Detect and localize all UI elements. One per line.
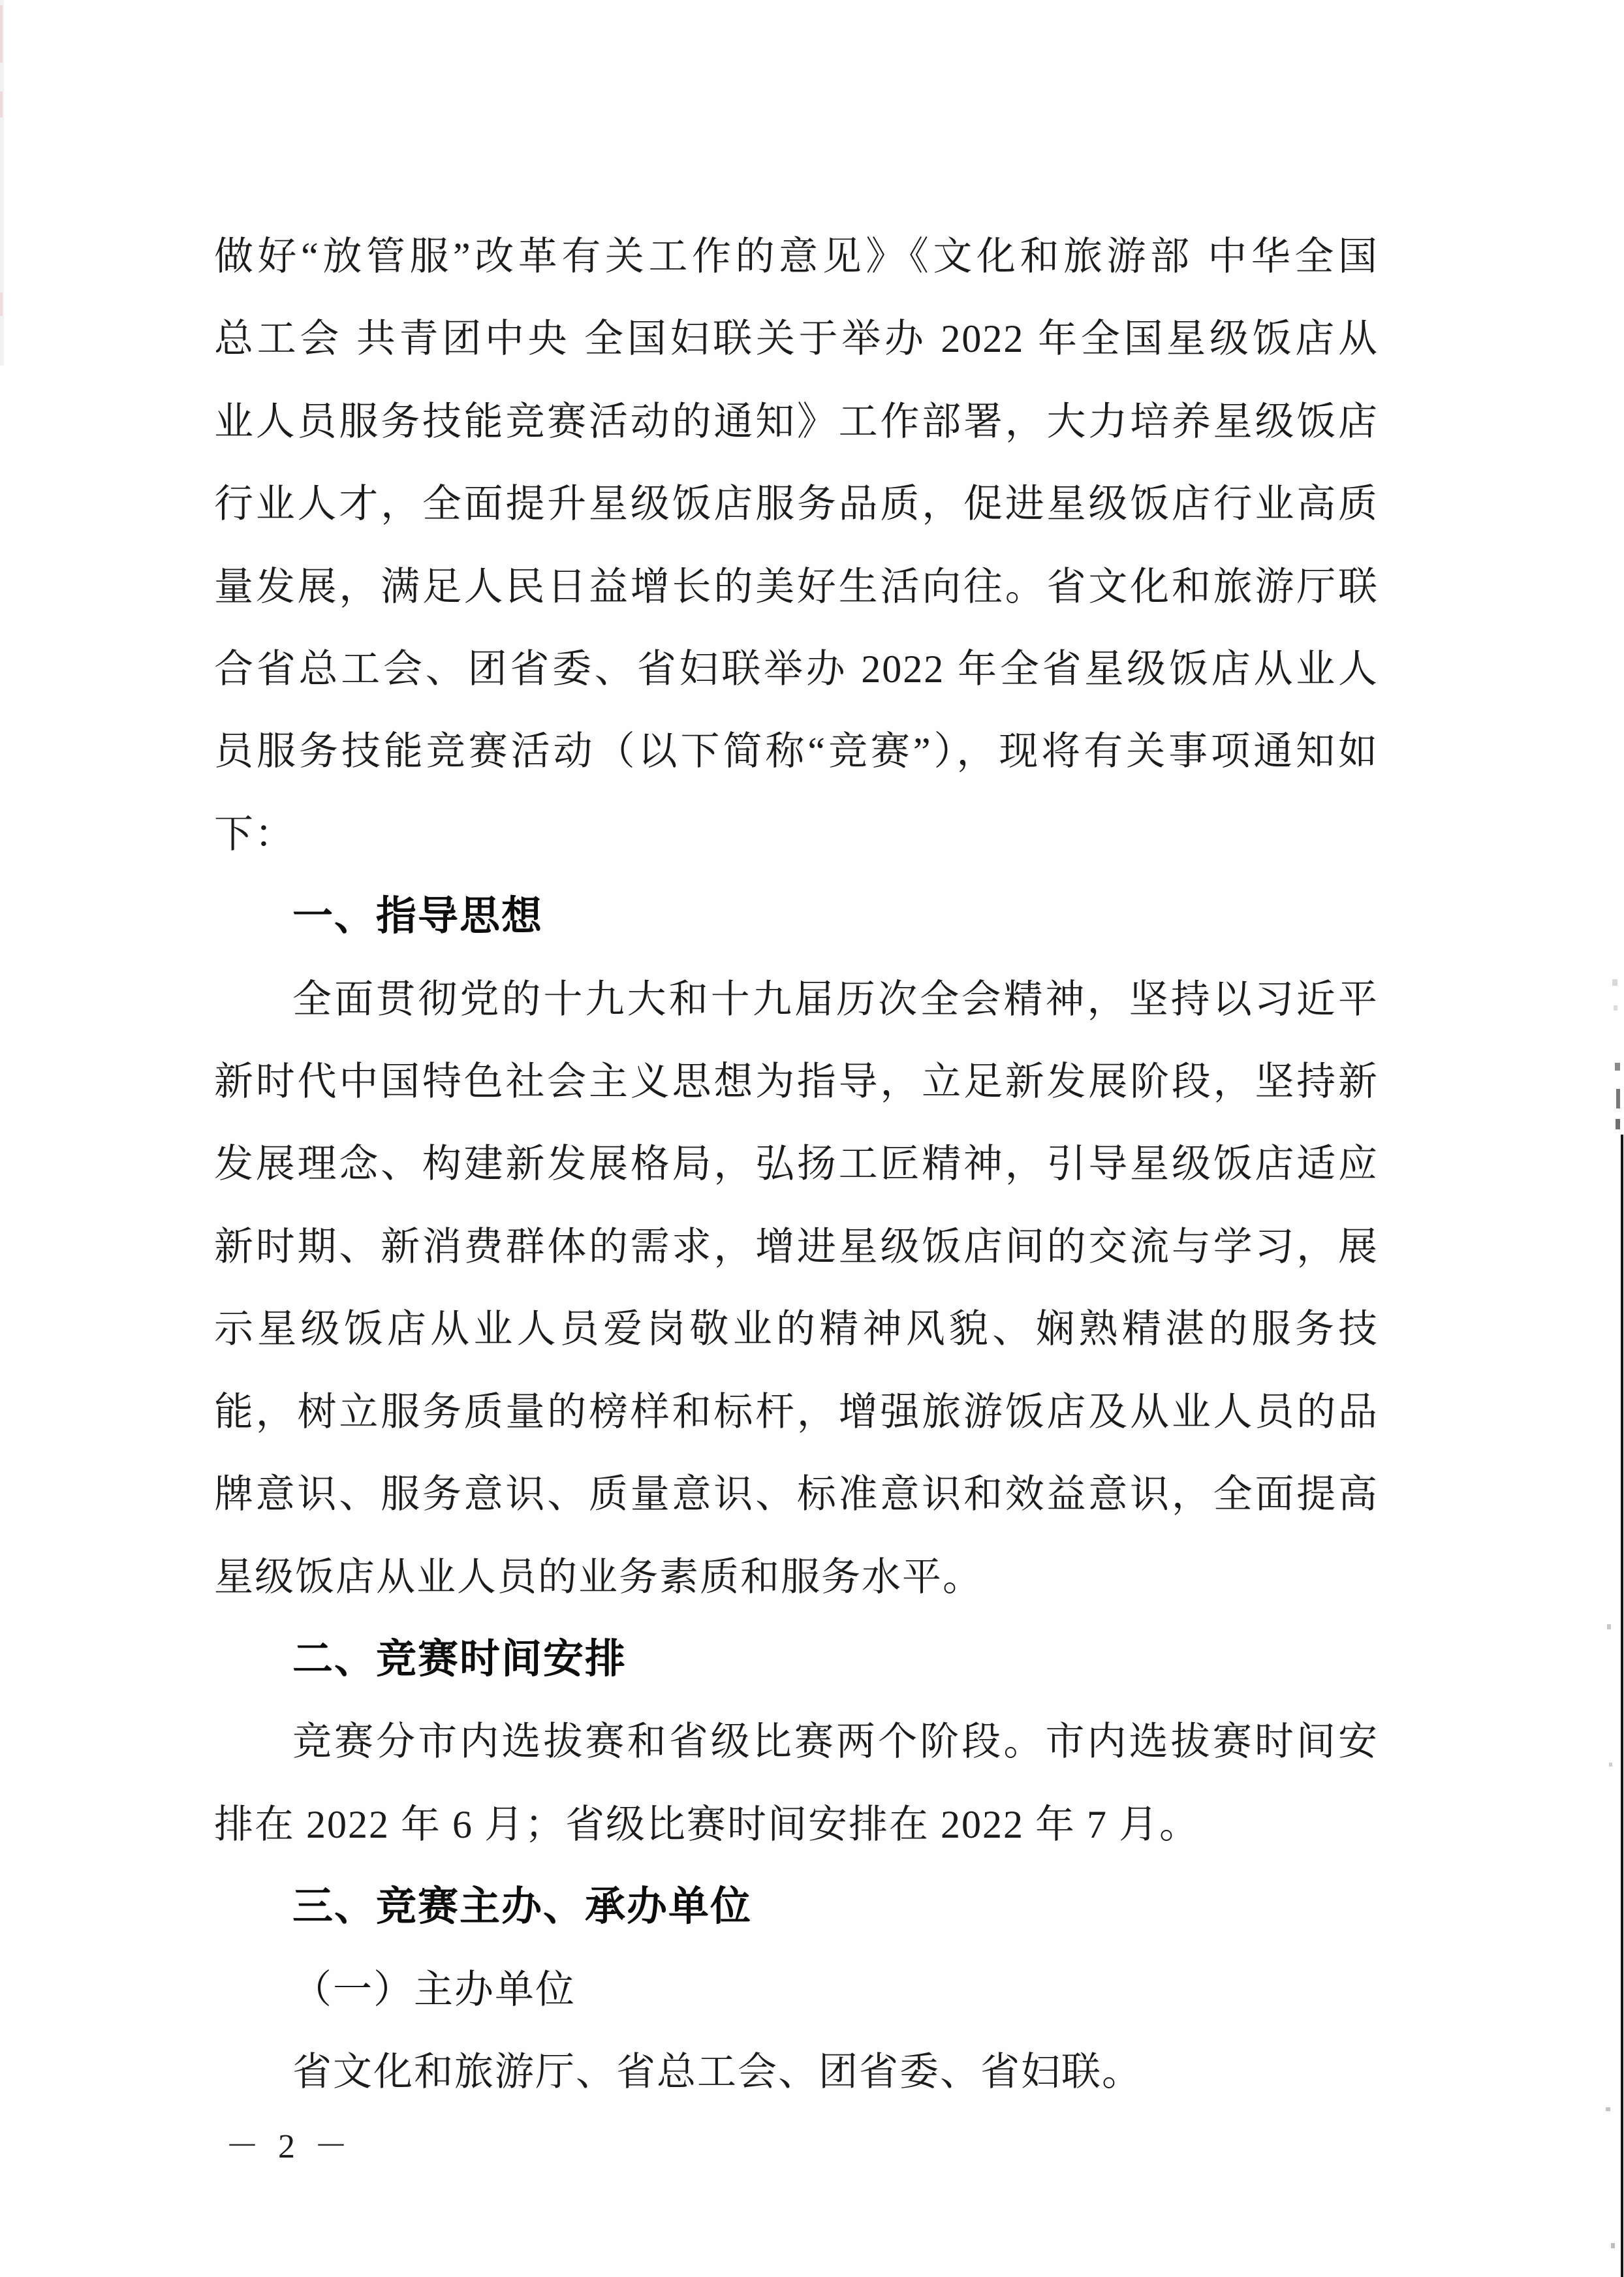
- text-line: 行业人才，全面提升星级饭店服务品质，促进星级饭店行业高质: [214, 482, 1379, 526]
- text-line: 能，树立服务质量的榜样和标杆，增强旅游饭店及从业人员的品: [214, 1390, 1379, 1434]
- scan-artifact-speck: [1607, 1624, 1611, 1629]
- text-line: 业人员服务技能竞赛活动的通知》工作部署，大力培养星级饭店: [214, 400, 1379, 443]
- text-line: 竞赛分市内选拔赛和省级比赛两个阶段。市内选拔赛时间安: [292, 1720, 1379, 1764]
- page-number: － 2 －: [225, 2128, 354, 2165]
- scan-artifact-speck: [1609, 1763, 1612, 1767]
- text-line: 牌意识、服务意识、质量意识、标准意识和效益意识，全面提高: [214, 1473, 1379, 1516]
- text-line: 省文化和旅游厅、省总工会、团省委、省妇联。: [292, 2050, 1142, 2094]
- document-body: [214, 215, 1379, 2113]
- text-line: 星级饭店从业人员的业务素质和服务水平。: [214, 1555, 983, 1599]
- text-line: 示星级饭店从业人员爱岗敬业的精神风貌、娴熟精湛的服务技: [214, 1308, 1379, 1351]
- text-line: 员服务技能竞赛活动（以下简称“竞赛”），现将有关事项通知如: [214, 730, 1379, 774]
- scan-artifact-left-edge-mark: [0, 5, 3, 63]
- scan-artifact-speck: [1616, 1089, 1620, 1108]
- sub-heading: （一）主办单位: [292, 1968, 576, 2011]
- text-line: 全面贯彻党的十九大和十九届历次全会精神，坚持以习近平: [292, 977, 1379, 1021]
- text-line: 量发展，满足人民日益增长的美好生活向往。省文化和旅游厅联: [214, 565, 1379, 608]
- section-heading: 一、指导思想: [292, 894, 544, 939]
- scan-artifact-speck: [1612, 979, 1617, 986]
- scan-artifact-left-edge-mark: [0, 292, 3, 316]
- section-heading: 三、竞赛主办、承办单位: [292, 1884, 753, 1930]
- scan-artifact-speck: [1611, 2243, 1615, 2248]
- scan-artifact-speck: [1616, 1119, 1620, 1129]
- scan-artifact-speck: [1614, 1005, 1617, 1011]
- text-line: 合省总工会、团省委、省妇联举办 2022 年全省星级饭店从业人: [214, 648, 1379, 691]
- section-heading: 二、竞赛时间安排: [292, 1636, 627, 1682]
- text-line: 新时代中国特色社会主义思想为指导，立足新发展阶段，坚持新: [214, 1060, 1379, 1104]
- scan-artifact-speck: [1606, 2107, 1610, 2111]
- scan-artifact-right-edge-line: [1621, 1135, 1623, 2277]
- scan-artifact-speck: [1615, 1063, 1620, 1071]
- text-line: 排在 2022 年 6 月；省级比赛时间安排在 2022 年 7 月。: [214, 1802, 1200, 1846]
- text-line: 新时期、新消费群体的需求，增进星级饭店间的交流与学习，展: [214, 1225, 1379, 1268]
- text-line: 总工会 共青团中央 全国妇联关于举办 2022 年全国星级饭店从: [214, 317, 1379, 361]
- text-line: 下：: [214, 812, 295, 856]
- text-line: 发展理念、构建新发展格局，弘扬工匠精神，引导星级饭店适应: [214, 1142, 1379, 1186]
- text-line: 做好“放管服”改革有关工作的意见》《文化和旅游部 中华全国: [214, 235, 1379, 278]
- scan-artifact-left-edge-mark: [0, 91, 3, 118]
